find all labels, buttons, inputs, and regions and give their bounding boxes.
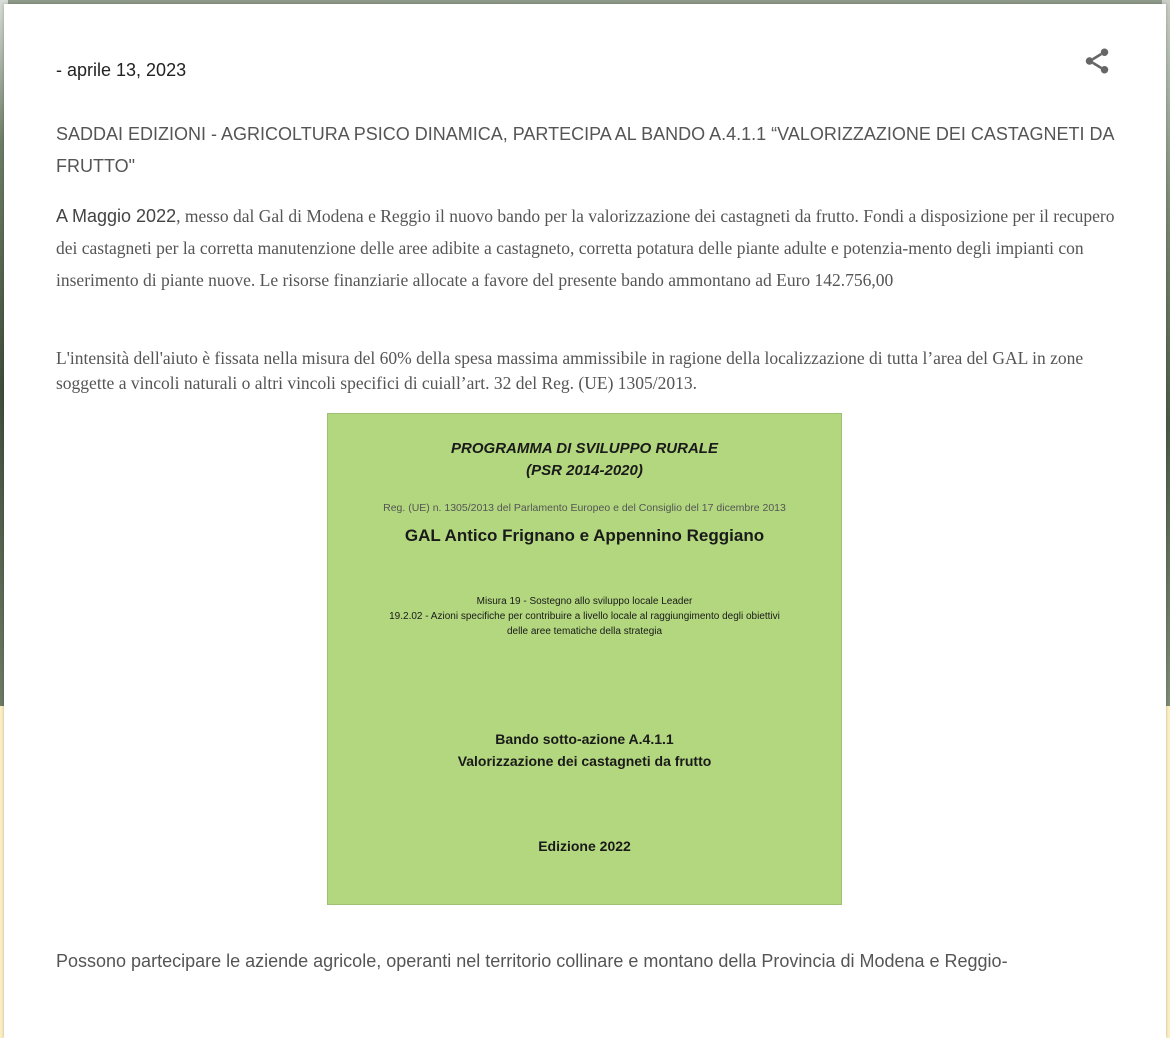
post-paragraph-2: L'intensità dell'aiuto è fissata nella misura del 60% della spesa massima ammissibile in ragione della localizzazione di tutta l’area del GAL in zone soggette a vincoli naturali o altri vincoli specifici di cuiall’art. 32 del Reg. (UE) 1305/2013. bbox=[56, 348, 1084, 393]
doc-edition: Edizione 2022 bbox=[538, 838, 631, 854]
doc-misura bbox=[328, 594, 841, 639]
doc-gal-name: GAL Antico Frignano e Appennino Reggiano bbox=[404, 526, 765, 545]
doc-bando-line-2: Valorizzazione dei castagneti da frutto bbox=[457, 753, 712, 769]
share-icon[interactable] bbox=[1082, 46, 1112, 76]
doc-misura-line-2: 19.2.02 - Azioni specifiche per contribuire a livello locale al raggiungimento degli obiettivi bbox=[389, 611, 780, 622]
post-paragraph-1 bbox=[56, 200, 1116, 296]
bando-cover-image[interactable] bbox=[327, 413, 842, 905]
paragraph-1-rest: , messo dal Gal di Modena e Reggio il nuovo bando per la valorizzazione dei castagneti da frutto. Fondi a disposizione per il recupero dei castagneti per la corretta manutenzione delle aree adibite a castagneto, corretta potatura delle piante adulte e potenzia-mento degli impianti con inserimento di piante nuove. Le risorse finanziarie allocate a favore del presente bando ammontano ad Euro 142.756,00 bbox=[56, 206, 1115, 290]
post-title: SADDAI EDIZIONI - AGRICOLTURA PSICO DINAMICA, PARTECIPA AL BANDO A.4.1.1 “VALORIZZAZIONE DEI CASTAGNETI DA FRUTTO" bbox=[56, 124, 1114, 176]
paragraph-1-lead: A Maggio 2022 bbox=[56, 206, 177, 226]
post-date: - aprile 13, 2023 bbox=[56, 60, 187, 80]
doc-title-line-1: PROGRAMMA DI SVILUPPO RURALE bbox=[451, 440, 718, 457]
doc-misura-line-1: Misura 19 - Sostegno allo sviluppo locale Leader bbox=[476, 596, 693, 607]
doc-regulation: Reg. (UE) n. 1305/2013 del Parlamento Europeo e del Consiglio del 17 dicembre 2013 bbox=[383, 502, 786, 514]
doc-misura-line-3: delle aree tematiche della strategia bbox=[506, 626, 663, 637]
post-paragraph-3: Possono partecipare le aziende agricole, operanti nel territorio collinare e montano della Provincia di Modena e Reggio- bbox=[56, 951, 1008, 971]
doc-title bbox=[328, 438, 841, 482]
doc-bando bbox=[328, 728, 841, 772]
doc-title-line-2: (PSR 2014-2020) bbox=[526, 462, 643, 479]
post-card bbox=[4, 4, 1166, 1038]
doc-bando-line-1: Bando sotto-azione A.4.1.1 bbox=[495, 731, 674, 747]
share-icon-glyph bbox=[1082, 46, 1112, 76]
